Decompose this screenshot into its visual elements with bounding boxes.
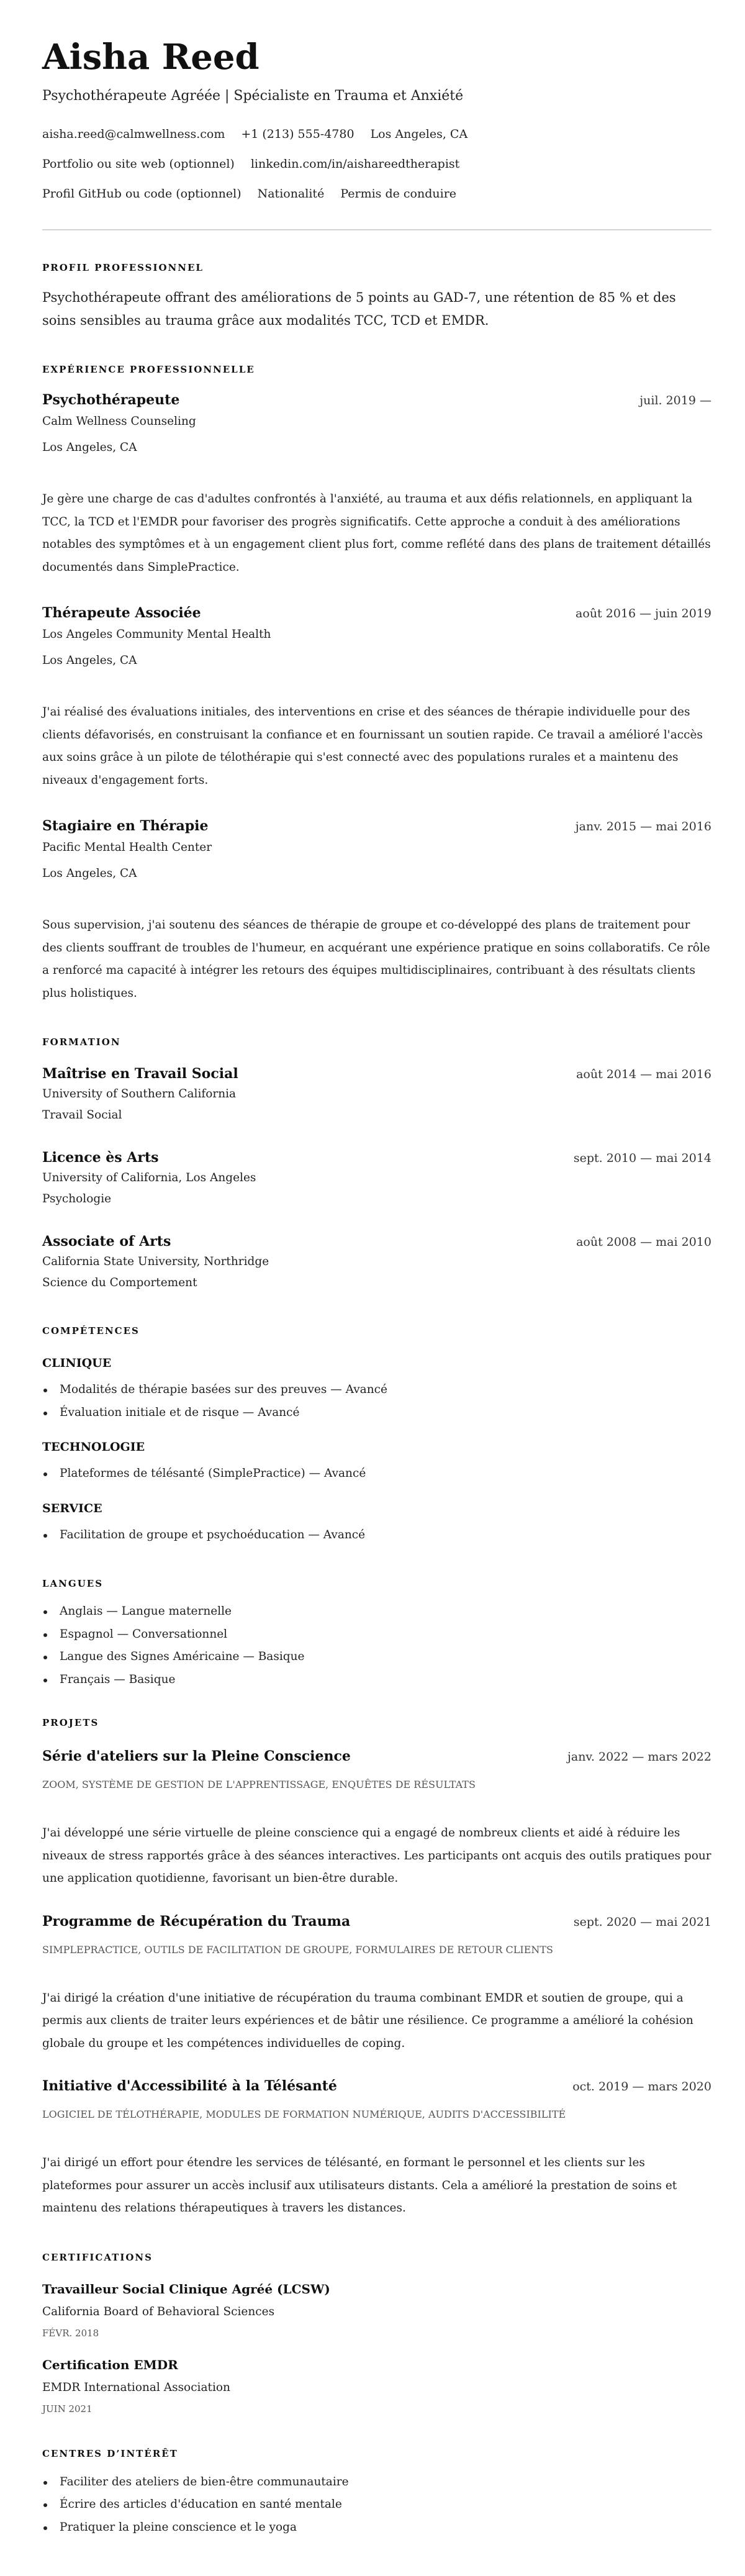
interest-list — [42, 2471, 711, 2539]
phone: +1 (213) 555-4780 — [241, 127, 354, 141]
certification-date: FÉVR. 2018 — [42, 2327, 99, 2339]
contact-row — [42, 179, 711, 209]
skill-item: Plateformes de télésanté (SimplePractice) — Avancé — [42, 1463, 711, 1485]
school-name: University of Southern California — [42, 1087, 237, 1100]
linkedin-link[interactable]: linkedin.com/in/aishareedtherapist — [250, 157, 460, 171]
education-section — [42, 1036, 711, 1294]
certification-entry — [42, 2280, 711, 2342]
job-location: Los Angeles, CA — [42, 441, 137, 454]
section-heading: CENTRES D’INTÉRÊT — [42, 2447, 178, 2459]
project-title: Série d'ateliers sur la Pleine Conscience — [42, 1748, 351, 1764]
entry-header — [42, 2077, 711, 2096]
job-dates: janv. 2015 — mai 2016 — [575, 820, 711, 833]
section-heading: EXPÉRIENCE PROFESSIONNELLE — [42, 364, 255, 375]
project-dates: sept. 2020 — mai 2021 — [573, 1915, 711, 1929]
school-name: University of California, Los Angeles — [42, 1171, 256, 1184]
field-of-study: Travail Social — [42, 1109, 122, 1122]
certification-issuer: California Board of Behavioral Sciences — [42, 2305, 275, 2318]
interest-item: Faciliter des ateliers de bien-être communautaire — [42, 2471, 711, 2494]
education-dates: sept. 2010 — mai 2014 — [573, 1151, 711, 1165]
degree: Associate of Arts — [42, 1233, 171, 1249]
field-of-study: Science du Comportement — [42, 1276, 197, 1289]
degree: Licence ès Arts — [42, 1150, 159, 1166]
job-description: Sous supervision, j'ai soutenu des séances de thérapie de groupe et co-développé des plans de traitement pour des clients souffrant de troubles de l'humeur, en acquérant une expérience pratique en soins collaboratifs. Ce rôle a renforcé ma capacité à intégrer les retours des équipes multidisciplinaires, contribuant à des résultats clients plus holistiques. — [42, 918, 710, 1000]
project-technologies: SIMPLEPRACTICE, OUTILS DE FACILITATION DE GROUPE, FORMULAIRES DE RETOUR CLIENTS — [42, 1943, 554, 1956]
job-location: Los Angeles, CA — [42, 867, 137, 880]
company-name: Los Angeles Community Mental Health — [42, 628, 271, 641]
company-name: Pacific Mental Health Center — [42, 841, 212, 854]
github-link[interactable]: Profil GitHub ou code (optionnel) — [42, 187, 242, 201]
header-divider — [42, 229, 711, 230]
company-name: Calm Wellness Counseling — [42, 415, 196, 428]
education-dates: août 2008 — mai 2010 — [576, 1235, 711, 1249]
skill-item: Facilitation de groupe et psychoéducation — Avancé — [42, 1524, 711, 1547]
language-item: Langue des Signes Américaine — Basique — [42, 1646, 711, 1669]
certification-name: Travailleur Social Clinique Agréé (LCSW) — [42, 2281, 330, 2297]
project-entry — [42, 1912, 711, 2056]
job-description: Je gère une charge de cas d'adultes confrontés à l'anxiété, au trauma et aux défis relationnels, en appliquant la TCC, la TCD et l'EMDR pour favoriser des progrès significatifs. Cette approche a conduit à des améliorations notables des symptômes et à un engagement client plus fort, comme reflété dans des plans de traitement détaillés documentés dans SimplePractice. — [42, 492, 711, 574]
entry-header — [42, 391, 711, 410]
section-heading: FORMATION — [42, 1036, 121, 1048]
entry-header — [42, 1232, 711, 1251]
contact-row — [42, 119, 711, 149]
entry-header — [42, 1064, 711, 1084]
language-item: Anglais — Langue maternelle — [42, 1600, 711, 1623]
interest-item: Écrire des articles d'éducation en santé mentale — [42, 2493, 711, 2516]
language-item: Espagnol — Conversationnel — [42, 1623, 711, 1646]
experience-entry — [42, 817, 711, 1005]
job-description: J'ai réalisé des évaluations initiales, des interventions en crise et des séances de thérapie individuelle pour des clients défavorisés, en construisant la confiance et en fournissant un soutien rapide. Ce travail a amélioré l'accès aux soins grâce à un pilote de télothérapie qui s'est connecté avec des populations rurales et a maintenu des niveaux d'engagement forts. — [42, 705, 703, 787]
entry-header — [42, 817, 711, 836]
job-location: Los Angeles, CA — [42, 654, 137, 667]
degree: Maîtrise en Travail Social — [42, 1066, 238, 1082]
project-entry — [42, 2077, 711, 2220]
job-dates: août 2016 — juin 2019 — [576, 607, 711, 620]
section-heading: COMPÉTENCES — [42, 1325, 140, 1336]
certification-issuer: EMDR International Association — [42, 2380, 230, 2394]
certification-date: JUIN 2021 — [42, 2403, 93, 2415]
section-heading: PROFIL PROFESSIONNEL — [42, 262, 204, 273]
skill-category: CLINIQUE — [42, 1356, 112, 1370]
skill-item: Évaluation initiale et de risque — Avancé — [42, 1402, 711, 1425]
project-technologies: ZOOM, SYSTÈME DE GESTION DE L'APPRENTISSAGE, ENQUÊTES DE RÉSULTATS — [42, 1779, 476, 1790]
project-description: J'ai dirigé la création d'une initiative de récupération du trauma combinant EMDR et soutien de groupe, qui a permis aux clients de traiter leurs expériences et de bâtir une résilience. Ce programme a amélioré la cohésion globale du groupe et les compétences individuelles de coping. — [42, 1991, 693, 2050]
experience-section — [42, 363, 711, 1005]
entry-header — [42, 1148, 711, 1168]
project-title: Initiative d'Accessibilité à la Télésanté — [42, 2078, 337, 2094]
project-description: J'ai développé une série virtuelle de pleine conscience qui a engagé de nombreux clients et aidé à réduire les niveaux de stress rapportés grâce à des séances interactives. Les participants ont acquis des outils pratiques pour une application quotidienne, favorisant un bien-être durable. — [42, 1826, 711, 1885]
interest-item: Pratiquer la pleine conscience et le yoga — [42, 2516, 711, 2539]
entry-header — [42, 1912, 711, 1931]
skill-category: TECHNOLOGIE — [42, 1440, 145, 1454]
education-entry — [42, 1148, 711, 1210]
skills-section — [42, 1325, 711, 1546]
project-entry — [42, 1747, 711, 1890]
location: Los Angeles, CA — [370, 127, 468, 141]
certifications-section — [42, 2251, 711, 2418]
language-list — [42, 1600, 711, 1691]
language-item: Français — Basique — [42, 1669, 711, 1692]
certification-name: Certification EMDR — [42, 2357, 178, 2372]
field-of-study: Psychologie — [42, 1192, 112, 1205]
project-dates: oct. 2019 — mars 2020 — [572, 2080, 711, 2093]
skill-category: SERVICE — [42, 1501, 102, 1515]
certification-entry — [42, 2356, 711, 2418]
profile-section — [42, 261, 711, 332]
section-heading: LANGUES — [42, 1578, 104, 1589]
candidate-name: Aisha Reed — [42, 37, 260, 78]
languages-section — [42, 1577, 711, 1691]
job-dates: juil. 2019 — — [639, 394, 711, 407]
driving-license: Permis de conduire — [340, 187, 457, 201]
skill-item: Modalités de thérapie basées sur des preuves — Avancé — [42, 1379, 711, 1402]
education-entry — [42, 1232, 711, 1294]
contact-info — [42, 119, 711, 209]
interests-section — [42, 2447, 711, 2539]
skill-list — [42, 1463, 711, 1485]
resume-header — [42, 37, 711, 209]
experience-entry — [42, 604, 711, 792]
education-entry — [42, 1064, 711, 1126]
entry-header — [42, 1747, 711, 1766]
entry-header — [42, 604, 711, 623]
project-dates: janv. 2022 — mars 2022 — [567, 1750, 711, 1764]
nationality: Nationalité — [257, 187, 325, 201]
section-heading: CERTIFICATIONS — [42, 2251, 153, 2263]
email-link[interactable]: aisha.reed@calmwellness.com — [42, 127, 225, 141]
project-technologies: LOGICIEL DE TÉLOTHÉRAPIE, MODULES DE FORMATION NUMÉRIQUE, AUDITS D'ACCESSIBILITÉ — [42, 2108, 566, 2120]
portfolio-link[interactable]: Portfolio ou site web (optionnel) — [42, 157, 235, 171]
contact-row — [42, 149, 711, 179]
skill-list — [42, 1524, 711, 1547]
skill-list — [42, 1379, 711, 1424]
school-name: California State University, Northridge — [42, 1255, 269, 1268]
job-title: Psychothérapeute — [42, 392, 180, 408]
job-title: Stagiaire en Thérapie — [42, 818, 209, 834]
summary-text: Psychothérapeute offrant des améliorations de 5 points au GAD-7, une rétention de 85 % et des soins sensibles au trauma grâce aux modalités TCC, TCD et EMDR. — [42, 290, 676, 328]
project-title: Programme de Récupération du Trauma — [42, 1913, 351, 1930]
project-description: J'ai dirigé un effort pour étendre les services de télésanté, en formant le personnel et les clients sur les plateformes pour assurer un accès inclusif aux utilisateurs distants. Cela a amélioré la prestation de soins et maintenu des relations thérapeutiques à travers les distances. — [42, 2156, 677, 2215]
experience-entry — [42, 391, 711, 579]
job-title: Thérapeute Associée — [42, 605, 201, 621]
candidate-headline: Psychothérapeute Agréée | Spécialiste en Trauma et Anxiété — [42, 88, 464, 104]
projects-section — [42, 1717, 711, 2220]
section-heading: PROJETS — [42, 1717, 99, 1728]
education-dates: août 2014 — mai 2016 — [576, 1068, 711, 1081]
